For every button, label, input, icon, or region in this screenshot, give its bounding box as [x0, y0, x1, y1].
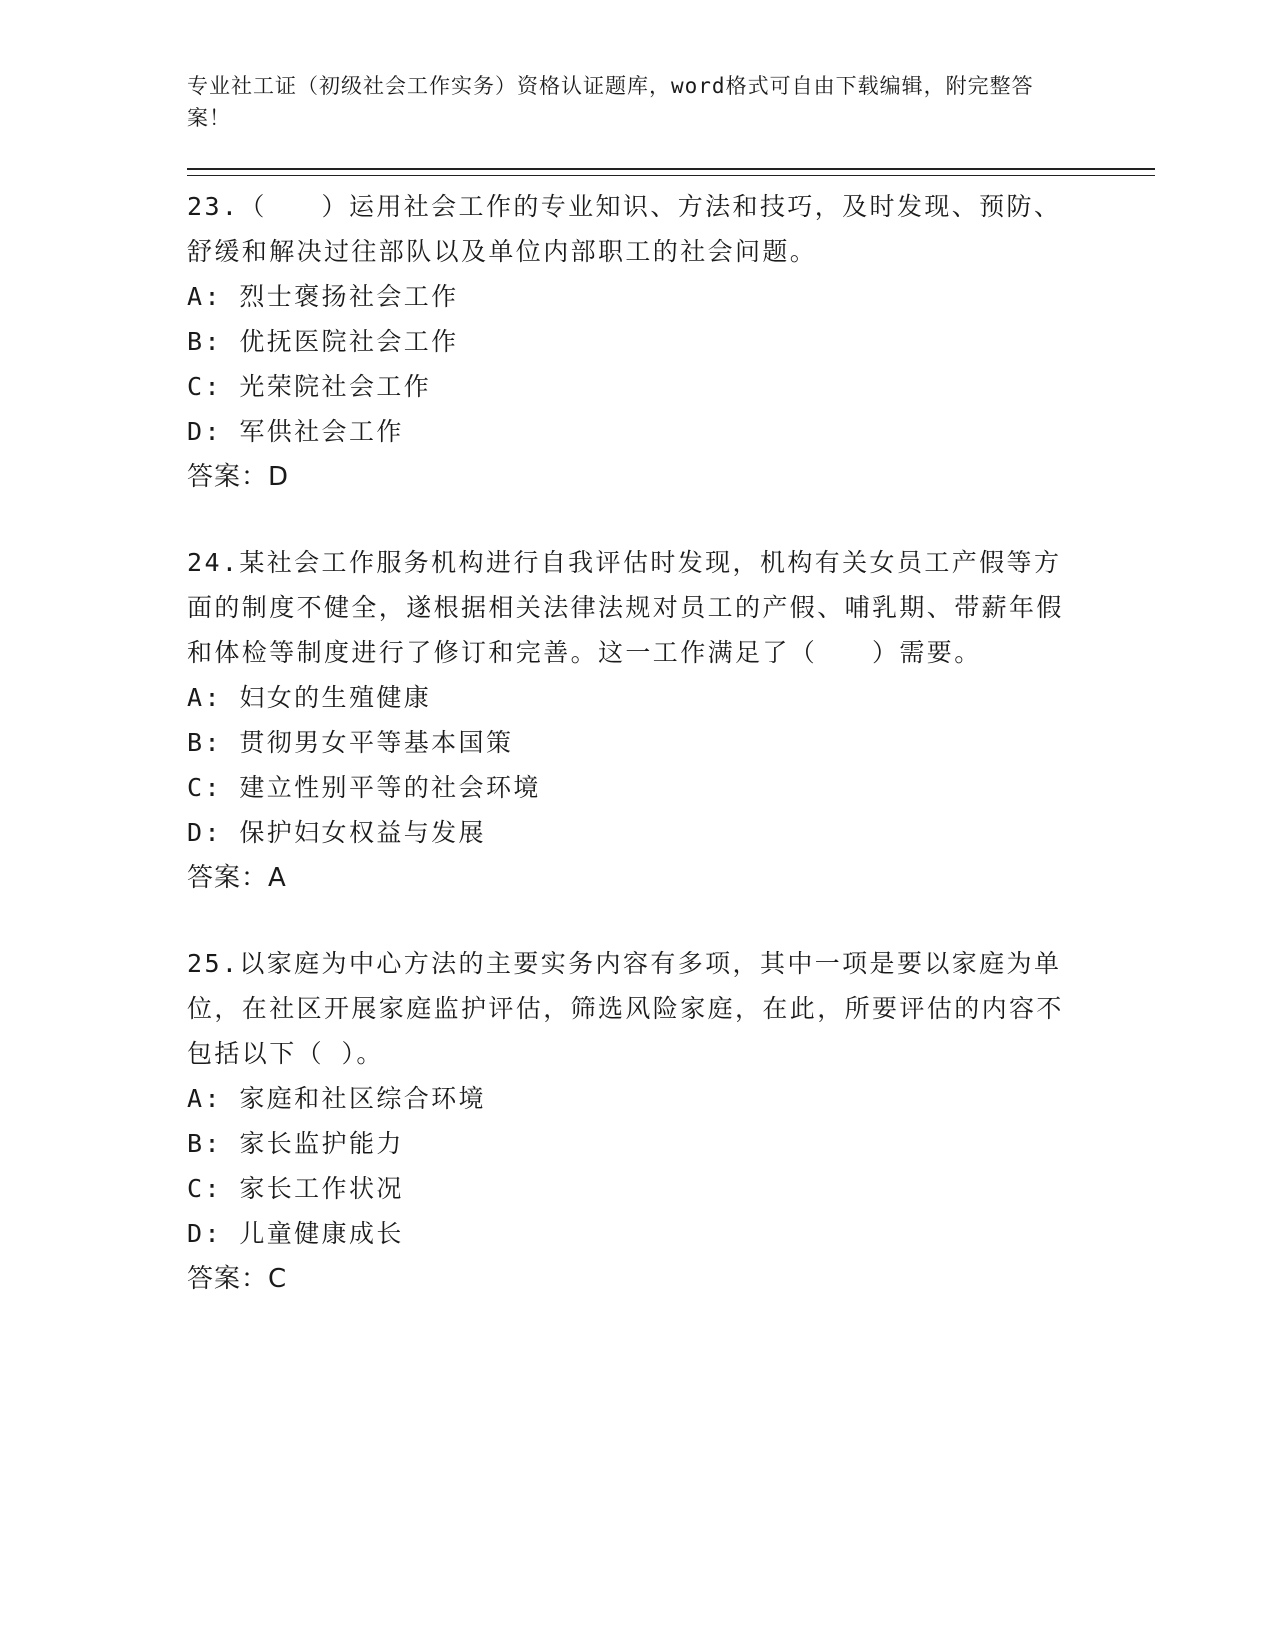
answer-line: 答案：A [187, 863, 287, 893]
option-d: D: 儿童健康成长 [187, 1219, 404, 1248]
question-23 [187, 184, 1107, 500]
option-c: C: 建立性别平等的社会环境 [187, 773, 541, 802]
question-25 [187, 941, 1107, 1302]
document-header: 专业社工证（初级社会工作实务）资格认证题库，word格式可自由下载编辑，附完整答案！ [187, 74, 1034, 130]
option-b: B: 家长监护能力 [187, 1129, 404, 1158]
answer-line: 答案：C [187, 1264, 288, 1294]
document-page [187, 70, 1107, 1302]
option-a: A: 妇女的生殖健康 [187, 683, 432, 712]
question-stem: 23.（ ）运用社会工作的专业知识、方法和技巧，及时发现、预防、舒缓和解决过往部队以及单位内部职工的社会问题。 [187, 192, 1062, 266]
option-a: A: 烈士褒扬社会工作 [187, 282, 459, 311]
option-d: D: 保护妇女权益与发展 [187, 818, 486, 847]
question-spacer [187, 500, 1107, 540]
option-b: B: 优抚医院社会工作 [187, 327, 459, 356]
option-d: D: 军供社会工作 [187, 417, 404, 446]
question-spacer [187, 901, 1107, 941]
header-double-rule [187, 168, 1155, 176]
option-c: C: 家长工作状况 [187, 1174, 404, 1203]
option-b: B: 贯彻男女平等基本国策 [187, 728, 514, 757]
answer-line: 答案：D [187, 462, 290, 492]
option-c: C: 光荣院社会工作 [187, 372, 432, 401]
question-24 [187, 540, 1107, 901]
question-stem: 25.以家庭为中心方法的主要实务内容有多项，其中一项是要以家庭为单位，在社区开展家庭监护评估，筛选风险家庭，在此，所要评估的内容不包括以下（ ）。 [187, 949, 1064, 1068]
option-a: A: 家庭和社区综合环境 [187, 1084, 486, 1113]
question-stem: 24.某社会工作服务机构进行自我评估时发现，机构有关女员工产假等方面的制度不健全，遂根据相关法律法规对员工的产假、哺乳期、带薪年假和体检等制度进行了修订和完善。这一工作满足了（ ）需要。 [187, 548, 1064, 667]
